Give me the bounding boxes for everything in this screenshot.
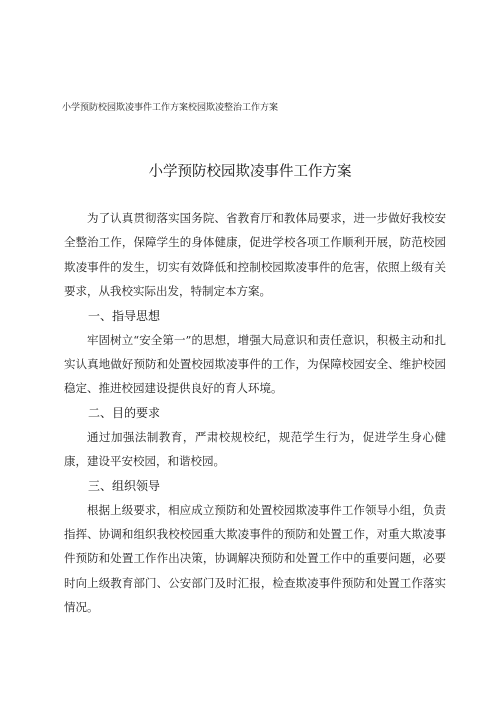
section-heading-guiding-thought: 一、指导思想 (88, 308, 161, 323)
document-body (64, 206, 446, 620)
intro-paragraph: 为了认真贯彻落实国务院、省教育厅和教体局要求，进一步做好我校安全整治工作，保障学生的身体健康，促进学校各项工作顺利开展，防范校园欺凌事件的发生，切实有效降低和控制校园欺凌事件的危害，依照上级有关要求，从我校实际出发，特制定本方案。 (64, 211, 446, 299)
section-heading-objectives: 二、目的要求 (88, 405, 161, 420)
section-text-objectives: 通过加强法制教育，严肃校规校纪，规范学生行为，促进学生身心健康，建设平安校园，和谐校园。 (64, 429, 446, 469)
section-text-guiding-thought: 牢固树立“安全第一”的思想，增强大局意识和责任意识，积极主动和扎实认真地做好预防和处置校园欺凌事件的工作，为保障校园安全、维护校园稳定、推进校园建设提供良好的育人环境。 (64, 332, 446, 396)
section-heading-organization: 三、组织领导 (88, 478, 161, 493)
document-title: 小学预防校园欺凌事件工作方案 (148, 164, 352, 180)
running-header: 小学预防校园欺凌事件工作方案校园欺凌整治工作方案 (62, 103, 279, 113)
section-text-organization: 根据上级要求，相应成立预防和处置校园欺凌事件工作领导小组，负责指挥、协调和组织我校校园重大欺凌事件的预防和处置工作，对重大欺凌事件预防和处置工作作出决策，协调解决预防和处置工作中的重要问题，必要时向上级教育部门、公安部门及时汇报，检查欺凌事件预防和处置工作落实情况。 (64, 502, 446, 615)
